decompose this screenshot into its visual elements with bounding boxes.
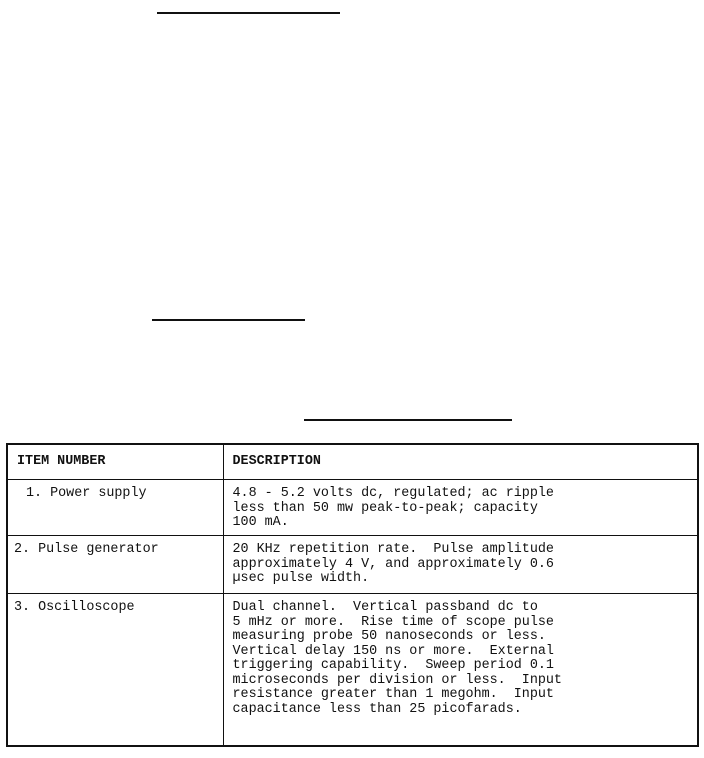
description-line: microseconds per division or less. Input — [232, 672, 562, 688]
table-row — [7, 536, 698, 594]
description-line: 100 mA. — [232, 515, 289, 530]
description-line: capacitance less than 25 picofarads. — [232, 701, 522, 717]
description-cell — [223, 480, 698, 536]
description-line: µsec pulse width. — [232, 571, 370, 586]
heading-underline-1 — [157, 12, 340, 14]
description-cell — [223, 594, 698, 746]
description-line: 20 KHz repetition rate. Pulse amplitude — [232, 542, 554, 557]
column-header-item-number: ITEM NUMBER — [7, 444, 223, 480]
item-number-cell: 1. Power supply — [7, 480, 223, 536]
description-line: Vertical delay 150 ns or more. External — [232, 643, 554, 659]
description-line: resistance greater than 1 megohm. Input — [232, 687, 554, 702]
column-header-description: DESCRIPTION — [223, 444, 698, 480]
description-line: approximately 4 V, and approximately 0.6 — [232, 556, 554, 572]
description-line: 5 mHz or more. Rise time of scope pulse — [232, 614, 554, 630]
description-line: less than 50 mw peak-to-peak; capacity — [232, 500, 538, 516]
description-line: triggering capability. Sweep period 0.1 — [232, 658, 554, 673]
heading-underline-2 — [152, 319, 305, 321]
item-number-cell: 3. Oscilloscope — [7, 594, 223, 746]
heading-underline-3 — [304, 419, 512, 421]
table-header-row — [7, 444, 698, 480]
table-row — [7, 480, 698, 536]
item-number-cell: 2. Pulse generator — [7, 536, 223, 594]
description-cell — [223, 536, 698, 594]
table-row — [7, 594, 698, 746]
description-line: Dual channel. Vertical passband dc to — [232, 600, 538, 615]
equipment-table — [6, 443, 699, 747]
description-line: measuring probe 50 nanoseconds or less. — [232, 629, 546, 644]
description-line: 4.8 - 5.2 volts dc, regulated; ac ripple — [232, 486, 554, 501]
